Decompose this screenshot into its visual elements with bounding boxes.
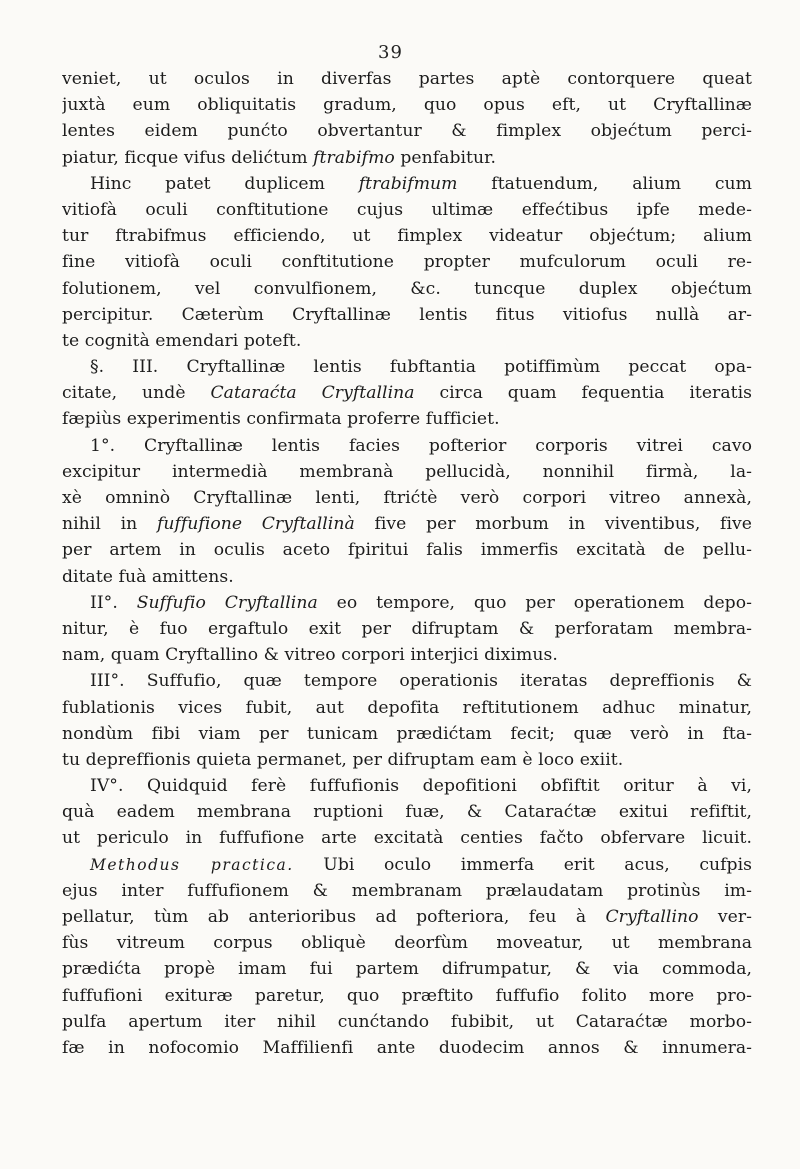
text-run: fine vitiofà oculi conftitutione propter mufculorum oculi re- xyxy=(62,252,752,273)
text-line xyxy=(62,878,752,904)
italic-text: ftrabifmo xyxy=(313,147,395,168)
text-run: penfabitur. xyxy=(394,147,497,168)
text-run: xè omninò Cryftallinæ lenti, ftrićtè verò corpori vitreo annexà, xyxy=(62,488,752,508)
text-run: ut periculo in fuffufione arte excitatà centies fačto obfervare licuit. xyxy=(62,828,752,849)
text-run: pulfa apertum iter nihil cunćtando fubibit, ut Cataraćtæ morbo- xyxy=(62,1011,752,1032)
text-run: percipitur. Cæterùm Cryftallinæ lentis fitus vitiofus nullà ar- xyxy=(62,304,752,325)
text-line xyxy=(62,66,752,92)
text-line xyxy=(62,197,752,223)
text-run: lentes eidem punćto obvertantur & fimplex objećtum perci- xyxy=(62,121,752,142)
italic-text: ftrabifmum xyxy=(358,173,458,194)
text-line xyxy=(62,721,752,747)
text-line xyxy=(62,747,752,773)
text-run: fuffufioni exituræ paretur, quo præftito fuffufio folito more pro- xyxy=(62,985,752,1006)
text-line xyxy=(62,799,752,825)
text-run: eo tempore, quo per operationem depo- xyxy=(317,592,752,613)
text-line xyxy=(62,983,752,1009)
text-run: ftatuendum, alium cum xyxy=(457,173,752,194)
text-run: per artem in oculis aceto fpiritui falis immerfis excitatà de pellu- xyxy=(62,540,752,561)
italic-text: Cataraćta Cryftallina xyxy=(210,383,415,404)
text-run: Hinc patet duplicem xyxy=(90,173,359,194)
text-run: pellatur, tùm ab anterioribus ad pofteriora, feu à xyxy=(62,907,606,927)
text-run: fæpiùs experimentis confirmata proferre fufficiet. xyxy=(62,409,500,430)
text-line xyxy=(62,118,752,144)
text-line xyxy=(62,485,752,511)
italic-text: Suffufio Cryftallina xyxy=(136,592,318,613)
text-line xyxy=(62,956,752,982)
italic-text: Cryftallino xyxy=(605,907,699,927)
text-run: citate, undè xyxy=(62,383,211,404)
text-line xyxy=(62,171,752,197)
text-run: ver- xyxy=(698,907,752,927)
text-run: excipitur intermedià membranà pellucidà, nonnihil firmà, la- xyxy=(62,461,752,482)
text-line xyxy=(62,276,752,302)
text-line xyxy=(62,904,752,930)
text-line xyxy=(62,773,752,799)
text-line xyxy=(62,249,752,275)
text-run: fùs vitreum corpus obliquè deorfùm moveatur, ut membrana xyxy=(62,933,752,954)
text-line xyxy=(62,537,752,563)
text-run: prædićta propè imam fui partem difrumpatur, & via commoda, xyxy=(62,959,752,980)
text-run: quà eadem membrana ruptioni fuæ, & Cataraćtæ exitui refiftit, xyxy=(62,802,752,823)
text-line xyxy=(62,92,752,118)
text-run: te cognità emendari poteft. xyxy=(62,330,302,351)
text-line xyxy=(62,354,752,380)
text-run: circa quam fequentia iteratis xyxy=(414,383,752,404)
text-run: juxtà eum obliquitatis gradum, quo opus eft, ut Cryftallinæ xyxy=(62,95,752,116)
text-run: ditate fuà amittens. xyxy=(62,566,234,587)
text-line xyxy=(62,406,752,432)
text-run: fublationis vices fubit, aut depofita reftitutionem adhuc minatur, xyxy=(62,697,752,718)
italic-text: fuffufione Cryftallinà xyxy=(156,514,355,535)
italic-text: Methodus practica. xyxy=(90,855,294,874)
text-run: 1°. Cryftallinæ lentis facies pofterior corporis vitrei cavo xyxy=(90,435,752,456)
page-number: 39 xyxy=(378,42,403,63)
text-run: fæ in nofocomio Maffilienfi ante duodecim annos & innumera- xyxy=(62,1037,752,1058)
text-line xyxy=(62,642,752,668)
text-run: III°. Suffufio, quæ tempore operationis iteratas depreffionis & xyxy=(90,671,752,692)
text-run: §. III. Cryftallinæ lentis fubftantia potiffimùm peccat opa- xyxy=(90,357,752,378)
text-line xyxy=(62,590,752,616)
text-run: piatur, ficque vifus delićtum xyxy=(62,147,314,168)
text-run: IV°. Quidquid ferè fuffufionis depofitioni obfiftit oritur à vi, xyxy=(90,776,752,797)
text-line xyxy=(62,1009,752,1035)
text-line xyxy=(62,668,752,694)
text-line xyxy=(62,223,752,249)
text-run: tu depreffionis quieta permanet, per difruptam eam è loco exiit. xyxy=(62,749,624,770)
text-run: nitur, è fuo ergaftulo exit per difruptam & perforatam membra- xyxy=(62,618,752,639)
text-run: ejus inter fuffufionem & membranam prælaudatam protinùs im- xyxy=(62,880,752,901)
text-line xyxy=(62,564,752,590)
text-line xyxy=(62,511,752,537)
body-text xyxy=(62,66,752,1061)
text-line xyxy=(62,616,752,642)
text-line xyxy=(62,695,752,721)
text-run: vitiofà oculi conftitutione cujus ultimæ effećtibus ipfe mede- xyxy=(62,199,752,220)
text-line xyxy=(62,328,752,354)
text-run: folutionem, vel convulfionem, &c. tuncque duplex objećtum xyxy=(62,278,752,299)
text-line xyxy=(62,1035,752,1061)
text-run: five per morbum in viventibus, five xyxy=(354,514,752,535)
text-line xyxy=(62,852,752,878)
text-run: nondùm fibi viam per tunicam prædićtam fecit; quæ verò in fta- xyxy=(62,723,752,744)
text-line xyxy=(62,459,752,485)
text-line xyxy=(62,825,752,851)
text-line xyxy=(62,930,752,956)
text-run: veniet, ut oculos in diverfas partes aptè contorquere queat xyxy=(62,69,752,89)
text-line xyxy=(62,302,752,328)
text-run: tur ftrabifmus efficiendo, ut fimplex videatur objećtum; alium xyxy=(62,226,752,247)
text-line xyxy=(62,145,752,171)
text-run: Ubi oculo immerfa erit acus, cufpis xyxy=(293,854,752,875)
text-run: nihil in xyxy=(62,514,157,535)
text-run: nam, quam Cryftallino & vitreo corpori interjici diximus. xyxy=(62,645,558,666)
text-run: II°. xyxy=(90,592,137,613)
text-line xyxy=(62,433,752,459)
text-line xyxy=(62,380,752,406)
